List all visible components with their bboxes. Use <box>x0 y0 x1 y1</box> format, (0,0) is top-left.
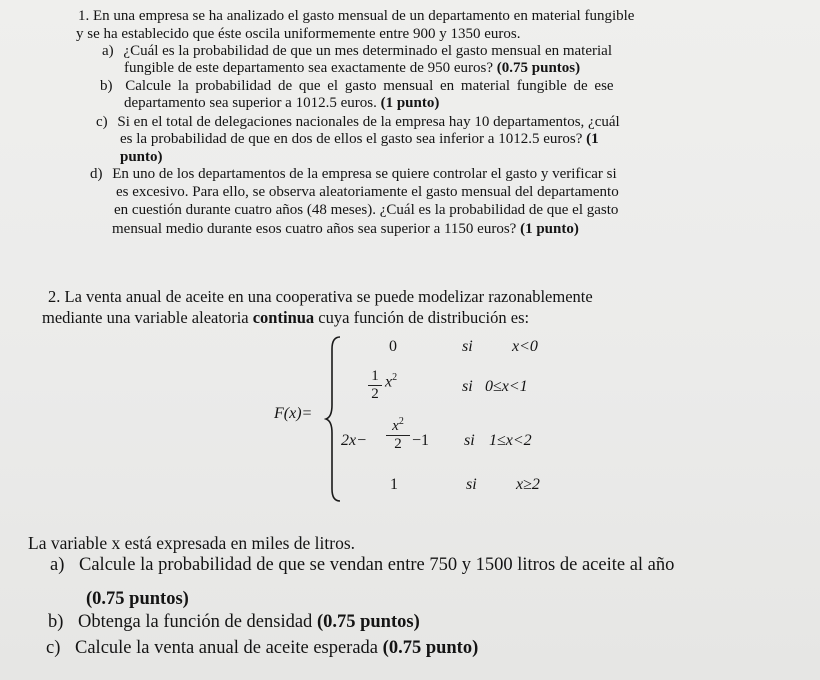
q2c-points: (0.75 punto) <box>382 638 479 658</box>
row2-condition: 0≤x<1 <box>485 378 528 395</box>
q1d-line3: en cuestión durante cuatro años (48 meses). ¿Cuál es la probabilidad de que el gasto <box>114 202 619 218</box>
q2c-label: c) <box>46 638 61 658</box>
q2a-line2 <box>86 589 189 610</box>
q2b-text: Obtenga la función de densidad <box>78 612 313 632</box>
q1-intro-text1: En una empresa se ha analizado el gasto mensual de un departamento en material fungible <box>93 8 635 24</box>
row1-si: si <box>462 338 473 355</box>
left-brace <box>324 335 344 505</box>
row2-si: si <box>462 378 473 395</box>
q2-intro-text2a: mediante una variable aleatoria <box>42 308 249 327</box>
q1b-text2: departamento sea superior a 1012.5 euros. <box>124 95 377 111</box>
row3-tail: −1 <box>412 432 430 449</box>
q1-number: 1. <box>78 8 90 24</box>
row3-num-x: x <box>392 418 399 434</box>
q2a-line1 <box>50 555 674 576</box>
q1c-line2 <box>120 131 599 148</box>
q2a-label: a) <box>50 555 65 575</box>
row3-condition: 1≤x<2 <box>489 432 532 449</box>
q2-intro-text1: La venta anual de aceite en una cooperativa se puede modelizar razonablemente <box>64 287 593 306</box>
row2-fraction <box>368 368 382 403</box>
q1b-line2 <box>124 95 439 112</box>
q1b-text1: Calcule la probabilidad de que el gasto mensual en material fungible de ese <box>125 78 614 94</box>
row3-denominator: 2 <box>394 436 402 452</box>
q2-intro-continua: continua <box>252 308 315 327</box>
q1d-line1 <box>90 166 617 183</box>
q2b-points: (0.75 puntos) <box>316 612 420 632</box>
q1c-points-a: (1 <box>586 131 599 147</box>
row2-numerator: 1 <box>371 368 379 384</box>
row4-condition: x≥2 <box>516 476 540 493</box>
formula-lhs: F(x)= <box>274 405 313 422</box>
row2-x: x <box>385 373 393 391</box>
q1c-points-b: punto) <box>120 149 163 165</box>
q2-intro-text2c: cuya función de distribución es: <box>318 308 530 327</box>
q1a-text1: ¿Cuál es la probabilidad de que un mes determinado el gasto mensual en material <box>123 43 612 59</box>
q2b-line <box>48 612 420 633</box>
row3-head: 2x− <box>341 432 367 449</box>
q2-units-note: La variable x está expresada en miles de litros. <box>28 533 356 553</box>
q1d-text1: En uno de los departamentos de la empresa se quiere controlar el gasto y verificar si <box>112 166 617 182</box>
q2c-text: Calcule la venta anual de aceite esperada <box>75 638 379 658</box>
row1-condition: x<0 <box>512 338 538 355</box>
q2-number: 2. <box>48 287 61 306</box>
row3-si: si <box>464 432 475 449</box>
q1-intro-line1 <box>78 8 634 25</box>
q1a-line2 <box>124 60 580 77</box>
q1d-label: d) <box>90 166 103 182</box>
q1d-line4 <box>112 221 579 238</box>
q1b-points: (1 punto) <box>380 95 440 111</box>
q2-intro-line2 <box>42 308 529 328</box>
q1d-text4: mensual medio durante esos cuatro años sea superior a 1150 euros? <box>112 221 517 237</box>
row3-fraction <box>386 416 410 453</box>
q1c-line3 <box>120 149 163 166</box>
row3-num-exponent: 2 <box>398 416 404 427</box>
q1c-line1 <box>96 114 620 131</box>
q1c-label: c) <box>96 114 108 130</box>
q2-intro-line1 <box>48 287 593 307</box>
q1a-points: (0.75 puntos) <box>496 60 581 76</box>
q1b-line1 <box>100 78 614 95</box>
q1d-line2: es excesivo. Para ello, se observa aleatoriamente el gasto mensual del departamento <box>116 184 619 200</box>
row3-numerator <box>386 416 410 435</box>
q1d-points: (1 punto) <box>520 221 579 237</box>
q1c-text2: es la probabilidad de que en dos de ellos el gasto sea inferior a 1012.5 euros? <box>120 131 583 147</box>
q1-intro-line2: y se ha establecido que éste oscila uniformemente entre 900 y 1350 euros. <box>76 26 521 42</box>
row2-exponent: 2 <box>392 372 398 383</box>
q1a-label: a) <box>102 43 114 59</box>
row4-value: 1 <box>390 476 398 493</box>
row2-tail <box>385 372 397 391</box>
q2a-text1: Calcule la probabilidad de que se vendan entre 750 y 1500 litros de aceite al año <box>79 555 675 575</box>
row1-value: 0 <box>389 338 397 355</box>
row2-denominator: 2 <box>371 386 379 402</box>
q1a-line1 <box>102 43 612 60</box>
q1b-label: b) <box>100 78 113 94</box>
q1a-text2: fungible de este departamento sea exactamente de 950 euros? <box>124 60 494 76</box>
q2a-points: (0.75 puntos) <box>86 589 189 609</box>
q2c-line <box>46 638 478 659</box>
q2b-label: b) <box>48 612 64 632</box>
q1c-text1: Si en el total de delegaciones nacionales de la empresa hay 10 departamentos, ¿cuál <box>117 114 620 130</box>
row4-si: si <box>466 476 477 493</box>
